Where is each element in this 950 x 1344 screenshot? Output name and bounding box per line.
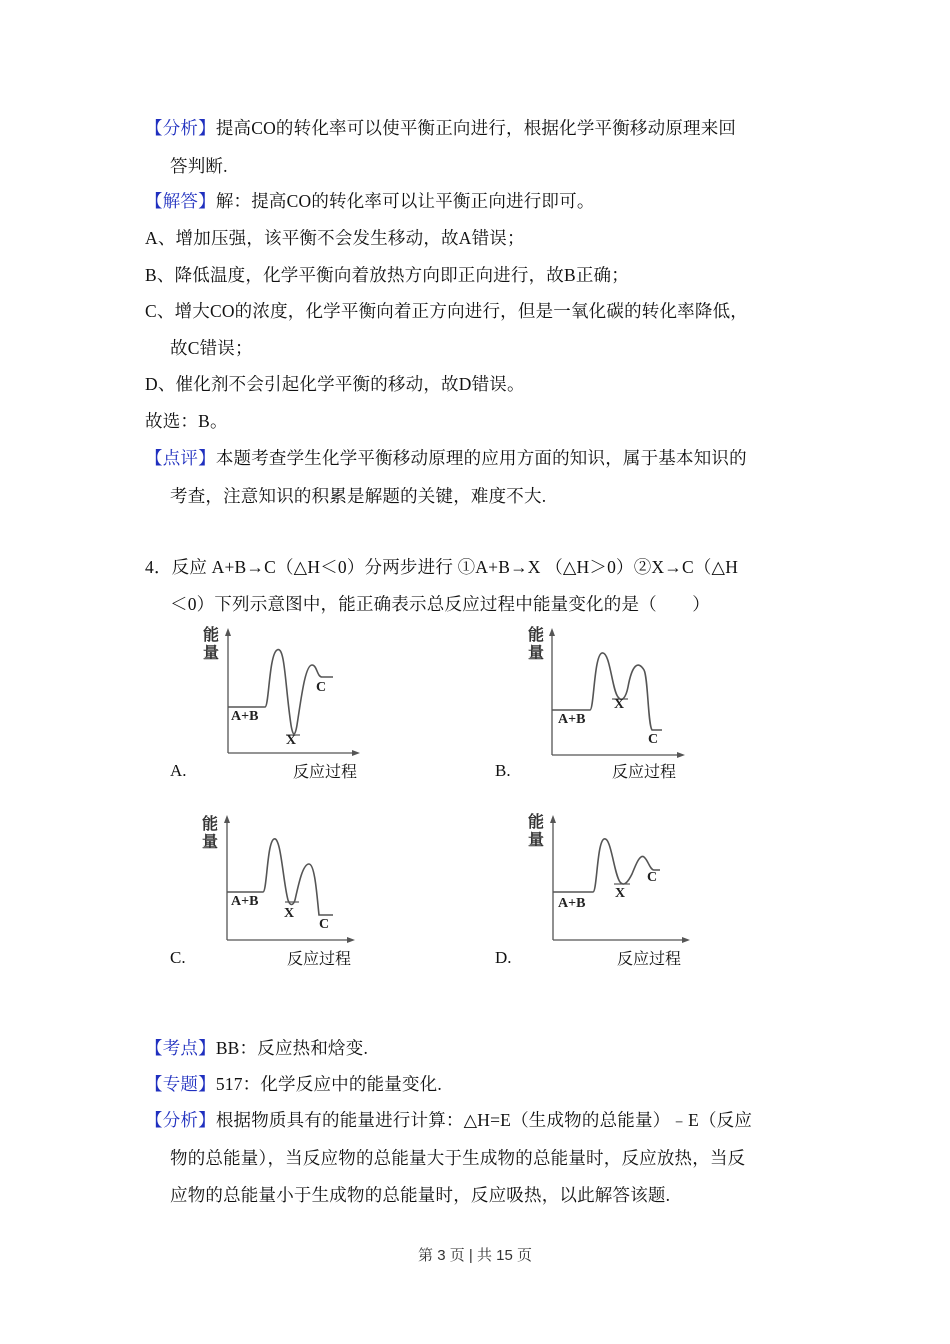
comment-tag: 【点评】 bbox=[145, 448, 216, 468]
energy-profile-b bbox=[490, 625, 720, 785]
analysis2-line-3: 应物的总能量小于生成物的总能量时，反应吸热，以此解答该题. bbox=[170, 1185, 671, 1205]
energy-profile-c bbox=[165, 812, 395, 972]
analysis2-tag: 【分析】 bbox=[145, 1110, 216, 1130]
answer-option-a: A、增加压强，该平衡不会发生移动，故A错误； bbox=[145, 228, 525, 248]
analysis2-line-2: 物的总能量），当反应物的总能量大于生成物的总能量时，反应放热，当反 bbox=[170, 1148, 746, 1168]
option-a-label: A. bbox=[170, 761, 187, 780]
x-axis-label: 反应过程 bbox=[612, 764, 677, 781]
intermediate-label: X bbox=[614, 697, 625, 712]
intermediate-label: X bbox=[286, 733, 297, 748]
analysis-line-2: 答判断. bbox=[170, 156, 228, 176]
kaodian-line: 【考点】BB：反应热和焓变. bbox=[145, 1038, 369, 1058]
answer-option-b: B、降低温度，化学平衡向着放热方向即正向进行，故B正确； bbox=[145, 265, 629, 285]
y-axis-label: 能量 bbox=[528, 627, 545, 662]
y-axis-label: 能量 bbox=[528, 814, 545, 849]
answer-choice: 故选：B。 bbox=[145, 411, 228, 431]
zhuanti-line: 【专题】517：化学反应中的能量变化. bbox=[145, 1074, 442, 1094]
product-label: C bbox=[648, 732, 659, 747]
question-4-line-1: 4．反应 A+B→C（△H＜0）分两步进行 ①A+B→X （△H＞0）②X→C（△H bbox=[145, 557, 739, 577]
y-axis-label: 能量 bbox=[202, 816, 219, 851]
product-label: C bbox=[319, 917, 330, 932]
option-d-label: D. bbox=[495, 948, 512, 967]
comment-line-2: 考查，注意知识的积累是解题的关键，难度不大. bbox=[170, 486, 547, 506]
zhuanti-tag: 【专题】 bbox=[145, 1074, 216, 1094]
answer-option-d: D、催化剂不会引起化学平衡的移动，故D错误。 bbox=[145, 374, 525, 394]
answer-option-c-line-2: 故C错误； bbox=[170, 338, 253, 358]
reactant-label: A+B bbox=[231, 894, 259, 909]
option-c-label: C. bbox=[170, 948, 186, 967]
page-footer: 第 3 页 | 共 15 页 bbox=[418, 1247, 532, 1264]
option-b-diagram bbox=[490, 625, 720, 795]
reactant-label: A+B bbox=[231, 709, 259, 724]
intermediate-label: X bbox=[284, 906, 295, 921]
option-a-diagram bbox=[165, 625, 395, 795]
option-b-label: B. bbox=[495, 761, 511, 780]
answer-tag: 【解答】 bbox=[145, 191, 216, 211]
analysis-line-1: 【分析】提高CO的转化率可以使平衡正向进行，根据化学平衡移动原理来回 bbox=[145, 118, 737, 138]
x-axis-label: 反应过程 bbox=[293, 764, 358, 781]
reactant-label: A+B bbox=[558, 712, 586, 727]
analysis-tag: 【分析】 bbox=[145, 118, 216, 138]
answer-line: 【解答】解：提高CO的转化率可以让平衡正向进行即可。 bbox=[145, 191, 595, 211]
x-axis-label: 反应过程 bbox=[287, 951, 352, 968]
product-label: C bbox=[647, 870, 658, 885]
option-d-diagram bbox=[490, 812, 720, 982]
y-axis-label: 能量 bbox=[203, 627, 220, 662]
product-label: C bbox=[316, 680, 327, 695]
answer-option-c-line-1: C、增大CO的浓度，化学平衡向着正方向进行，但是一氧化碳的转化率降低， bbox=[145, 301, 748, 321]
energy-profile-d bbox=[490, 812, 720, 972]
analysis2-line-1: 【分析】根据物质具有的能量进行计算：△H=E（生成物的总能量）﹣E（反应 bbox=[145, 1110, 753, 1130]
option-c-diagram bbox=[165, 812, 395, 982]
intermediate-label: X bbox=[615, 886, 626, 901]
kaodian-tag: 【考点】 bbox=[145, 1038, 216, 1058]
reactant-label: A+B bbox=[558, 896, 586, 911]
x-axis-label: 反应过程 bbox=[617, 951, 682, 968]
question-4-line-2: ＜0）下列示意图中，能正确表示总反应过程中能量变化的是（ ） bbox=[170, 594, 710, 614]
energy-profile-a bbox=[165, 625, 395, 785]
comment-line-1: 【点评】本题考查学生化学平衡移动原理的应用方面的知识，属于基本知识的 bbox=[145, 448, 747, 468]
